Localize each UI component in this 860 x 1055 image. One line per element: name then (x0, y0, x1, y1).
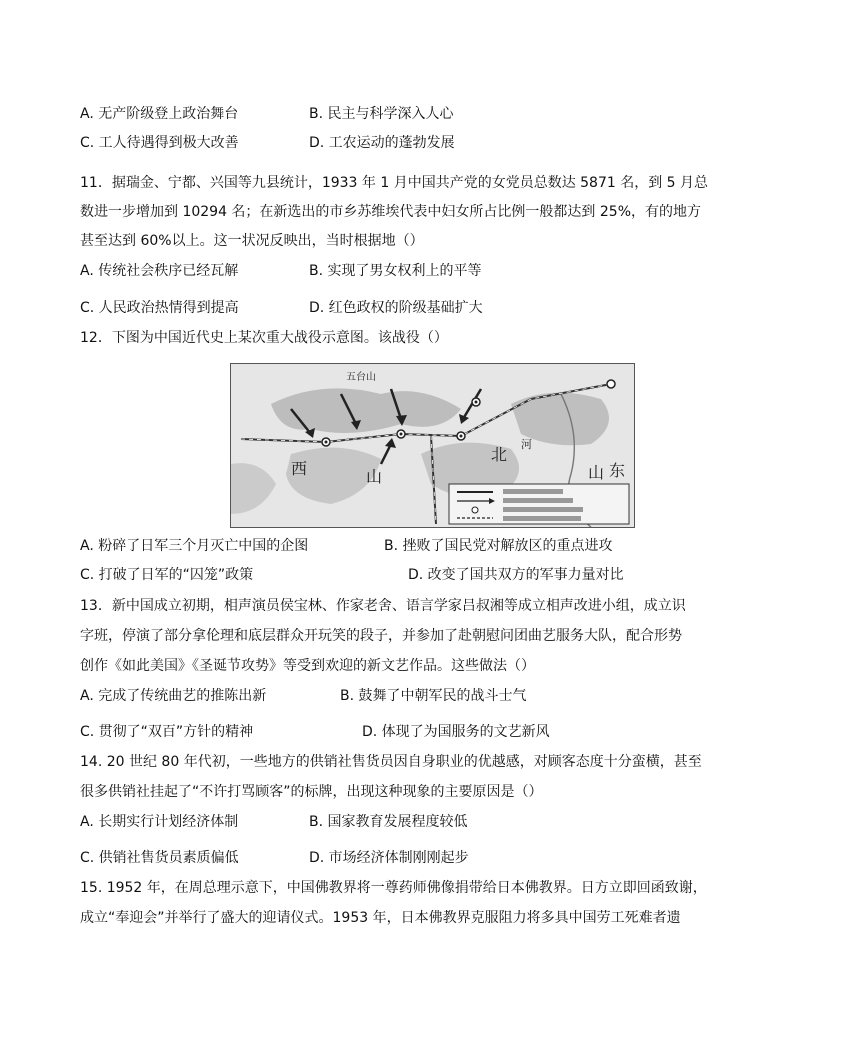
q11-stem-line-1: 11．据瑞金、宁都、兴国等九县统计，1933 年 1 月中国共产党的女党员总数达 5871 名，到 5 月总 (80, 175, 709, 191)
q11-option-a: A. 传统社会秩序已经瓦解 (80, 263, 239, 279)
battle-map-drawing (231, 364, 634, 527)
q10-option-c: C. 工人待遇得到极大改善 (80, 135, 239, 151)
q13-option-d: D. 体现了为国服务的文艺新风 (362, 724, 550, 740)
q12-option-b: B. 挫败了国民党对解放区的重点进攻 (384, 538, 613, 554)
map-label-wutaishan: 五台山 (346, 372, 376, 383)
q12-option-d: D. 改变了国共双方的军事力量对比 (408, 567, 624, 583)
map-label-he: 河 (521, 438, 532, 451)
q11-stem-line-2: 数进一步增加到 10294 名；在新选出的市乡苏维埃代表中妇女所占比例一般都达到 25%，有的地方 (80, 204, 702, 220)
map-label-shan-west: 山 (366, 467, 383, 486)
q12-stem: 12．下图为中国近代史上某次重大战役示意图。该战役（） (80, 330, 448, 346)
q13-option-c: C. 贯彻了“双百”方针的精神 (80, 724, 254, 740)
q11-option-c: C. 人民政治热情得到提高 (80, 300, 239, 316)
map-label-bei: 北 (491, 445, 508, 464)
q14-option-a: A. 长期实行计划经济体制 (80, 814, 239, 830)
q10-option-b: B. 民主与科学深入人心 (309, 106, 454, 122)
q10-option-d: D. 工农运动的蓬勃发展 (309, 135, 455, 151)
q14-stem-line-2: 很多供销社挂起了“不许打骂顾客”的标牌，出现这种现象的主要原因是（） (80, 784, 543, 800)
q10-option-a: A. 无产阶级登上政治舞台 (80, 106, 239, 122)
q14-stem-line-1: 14. 20 世纪 80 年代初，一些地方的供销社售货员因自身职业的优越感，对顾客态度十分蛮横，甚至 (80, 754, 702, 770)
q13-stem-line-2: 字班，停演了部分拿伦理和底层群众开玩笑的段子，并参加了赴朝慰问团曲艺服务大队，配合形势 (80, 628, 682, 644)
q14-option-c: C. 供销社售货员素质偏低 (80, 850, 239, 866)
q12-option-a: A. 粉碎了日军三个月灭亡中国的企图 (80, 538, 309, 554)
battle-map-figure (230, 363, 635, 528)
q13-stem-line-1: 13．新中国成立初期，相声演员侯宝林、作家老舍、语言学家吕叔湘等成立相声改进小组，成立识 (80, 598, 686, 614)
q11-option-d: D. 红色政权的阶级基础扩大 (309, 300, 483, 316)
q13-stem-line-3: 创作《如此美国》《圣诞节攻势》等受到欢迎的新文艺作品。这些做法（） (80, 658, 535, 674)
q14-option-d: D. 市场经济体制刚刚起步 (309, 850, 469, 866)
q13-option-b: B. 鼓舞了中朝军民的战斗士气 (340, 688, 527, 704)
map-label-shan-east: 山 (588, 463, 605, 482)
q15-stem-line-1: 15. 1952 年，在周总理示意下，中国佛教界将一尊药师佛像捐带给日本佛教界。日方立即回函致谢， (80, 880, 707, 896)
q14-option-b: B. 国家教育发展程度较低 (309, 814, 468, 830)
q11-stem-line-3: 甚至达到 60%以上。这一状况反映出，当时根据地（） (80, 233, 424, 249)
q12-option-c: C. 打破了日军的“囚笼”政策 (80, 567, 254, 583)
q11-option-b: B. 实现了男女权利上的平等 (309, 263, 482, 279)
q13-option-a: A. 完成了传统曲艺的推陈出新 (80, 688, 267, 704)
q15-stem-line-2: 成立“奉迎会”并举行了盛大的迎请仪式。1953 年，日本佛教界克服阻力将多具中国劳工死难者遗 (80, 910, 681, 926)
map-label-dong: 东 (609, 461, 626, 480)
map-label-xi: 西 (291, 459, 308, 478)
